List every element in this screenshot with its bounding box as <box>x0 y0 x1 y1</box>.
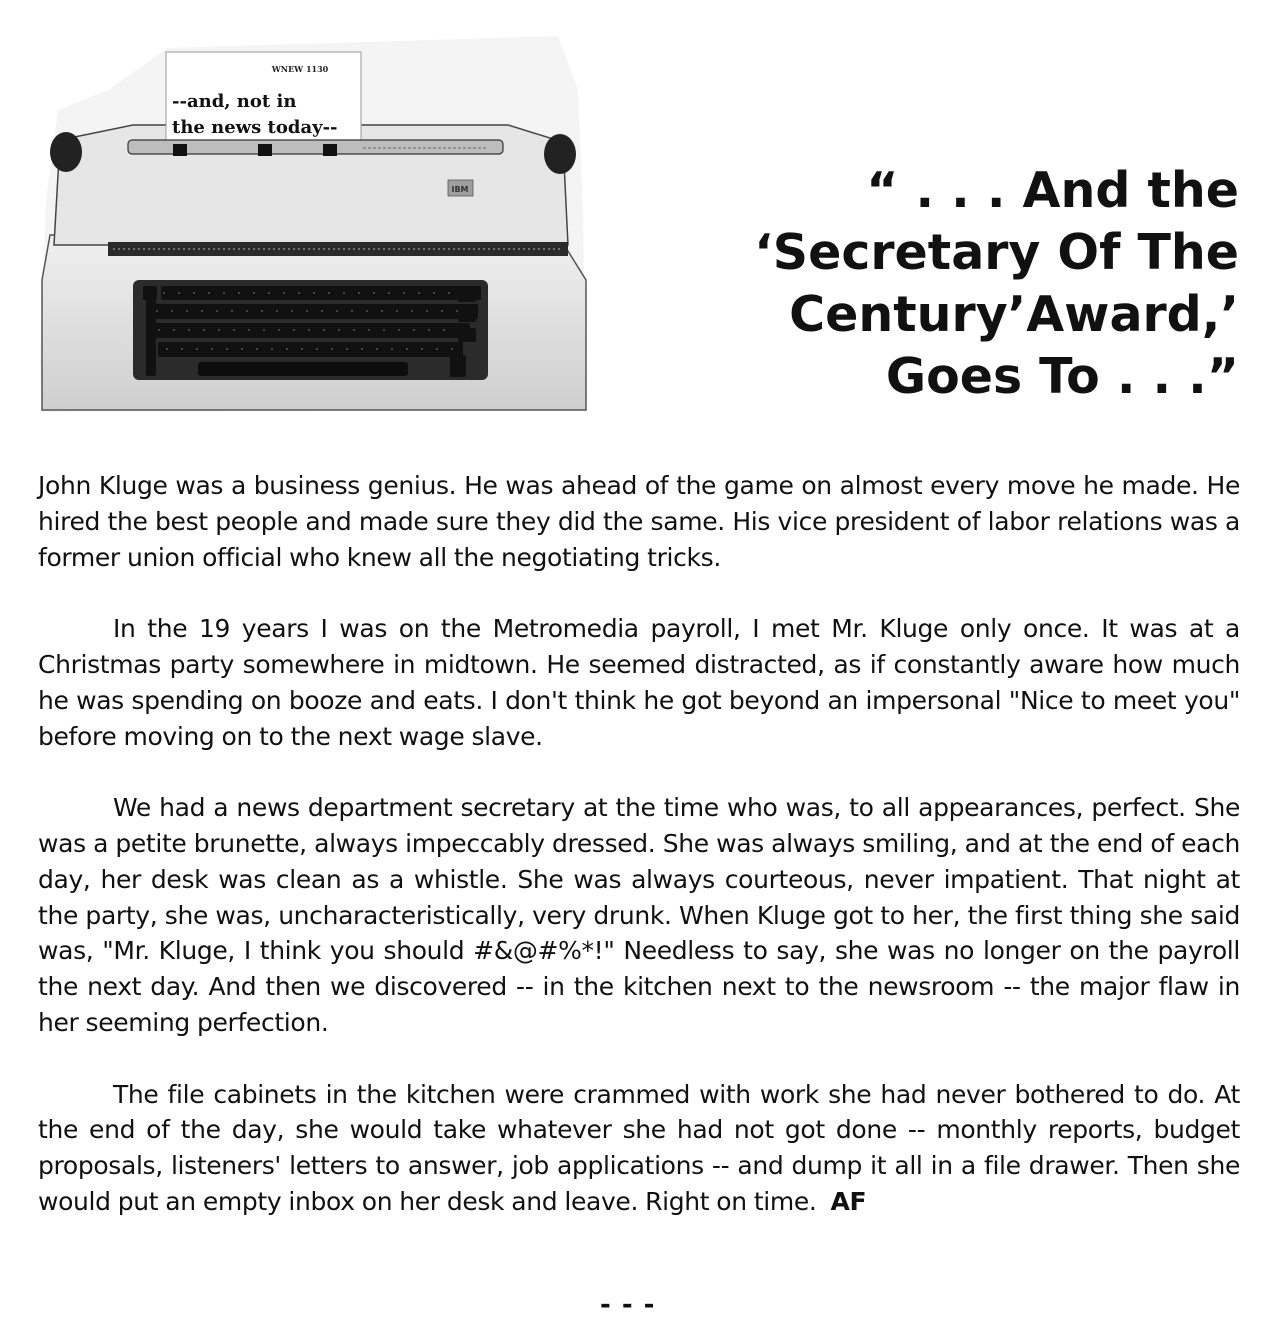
author-signature: AF <box>830 1186 867 1216</box>
typewriter-illustration <box>38 30 588 415</box>
right-knob-icon <box>544 134 576 174</box>
article-paragraph-1: John Kluge was a business genius. He was ahead of the game on almost every move he made. He hired the best people and made sure they did the same. His vice president of labor relations was a former union official who knew all the negotiating tricks. <box>38 471 1240 572</box>
headline <box>719 160 1239 408</box>
article-paragraph-2: In the 19 years I was on the Metromedia payroll, I met Mr. Kluge only once. It was at a Christmas party somewhere in midtown. He seemed distracted, as if constantly aware how much he was spending on booze and eats. I don't think he got beyond an impersonal "Nice to meet you" before moving on to the next wage slave. <box>38 614 1240 751</box>
paper-line-1: --and, not in <box>172 91 297 112</box>
end-mark: - - - <box>600 1290 656 1320</box>
headline-line-2: ‘Secretary Of The <box>754 224 1239 281</box>
left-knob-icon <box>50 132 82 172</box>
article-paragraph-4-text: The file cabinets in the kitchen were crammed with work she had never bothered to do. At the end of the day, she would take whatever she had not got done -- monthly reports, budget proposals, listeners' letters to answer, job applications -- and dump it all in a file drawer. Then she would put an empty inbox on her desk and leave. Right on time. <box>38 1079 1240 1216</box>
headline-line-3: Century’Award,’ <box>789 286 1239 343</box>
article-body <box>38 468 1240 1256</box>
paper-station-label: WNEW 1130 <box>271 64 329 74</box>
headline-line-1: “ . . . And the <box>866 162 1239 219</box>
brand-badge-label: IBM <box>451 185 469 194</box>
headline-line-4: Goes To . . .” <box>885 348 1239 405</box>
keyboard <box>133 280 488 380</box>
paper-line-2: the news today-- <box>172 117 338 138</box>
article-paragraph-3: We had a news department secretary at the time who was, to all appearances, perfect. She was a petite brunette, always impeccably dressed. She was always smiling, and at the end of each day, her desk was clean as a whistle. She was always courteous, never impatient. That night at the party, she was, uncharacteristically, very drunk. When Kluge got to her, the first thing she said was, "Mr. Kluge, I think you should #&@#%*!" Needless to say, she was no longer on the payroll the next day. And then we discovered -- in the kitchen next to the newsroom -- the major flaw in her seeming perfection. <box>38 793 1240 1037</box>
article-paragraph-4 <box>38 1077 1240 1220</box>
